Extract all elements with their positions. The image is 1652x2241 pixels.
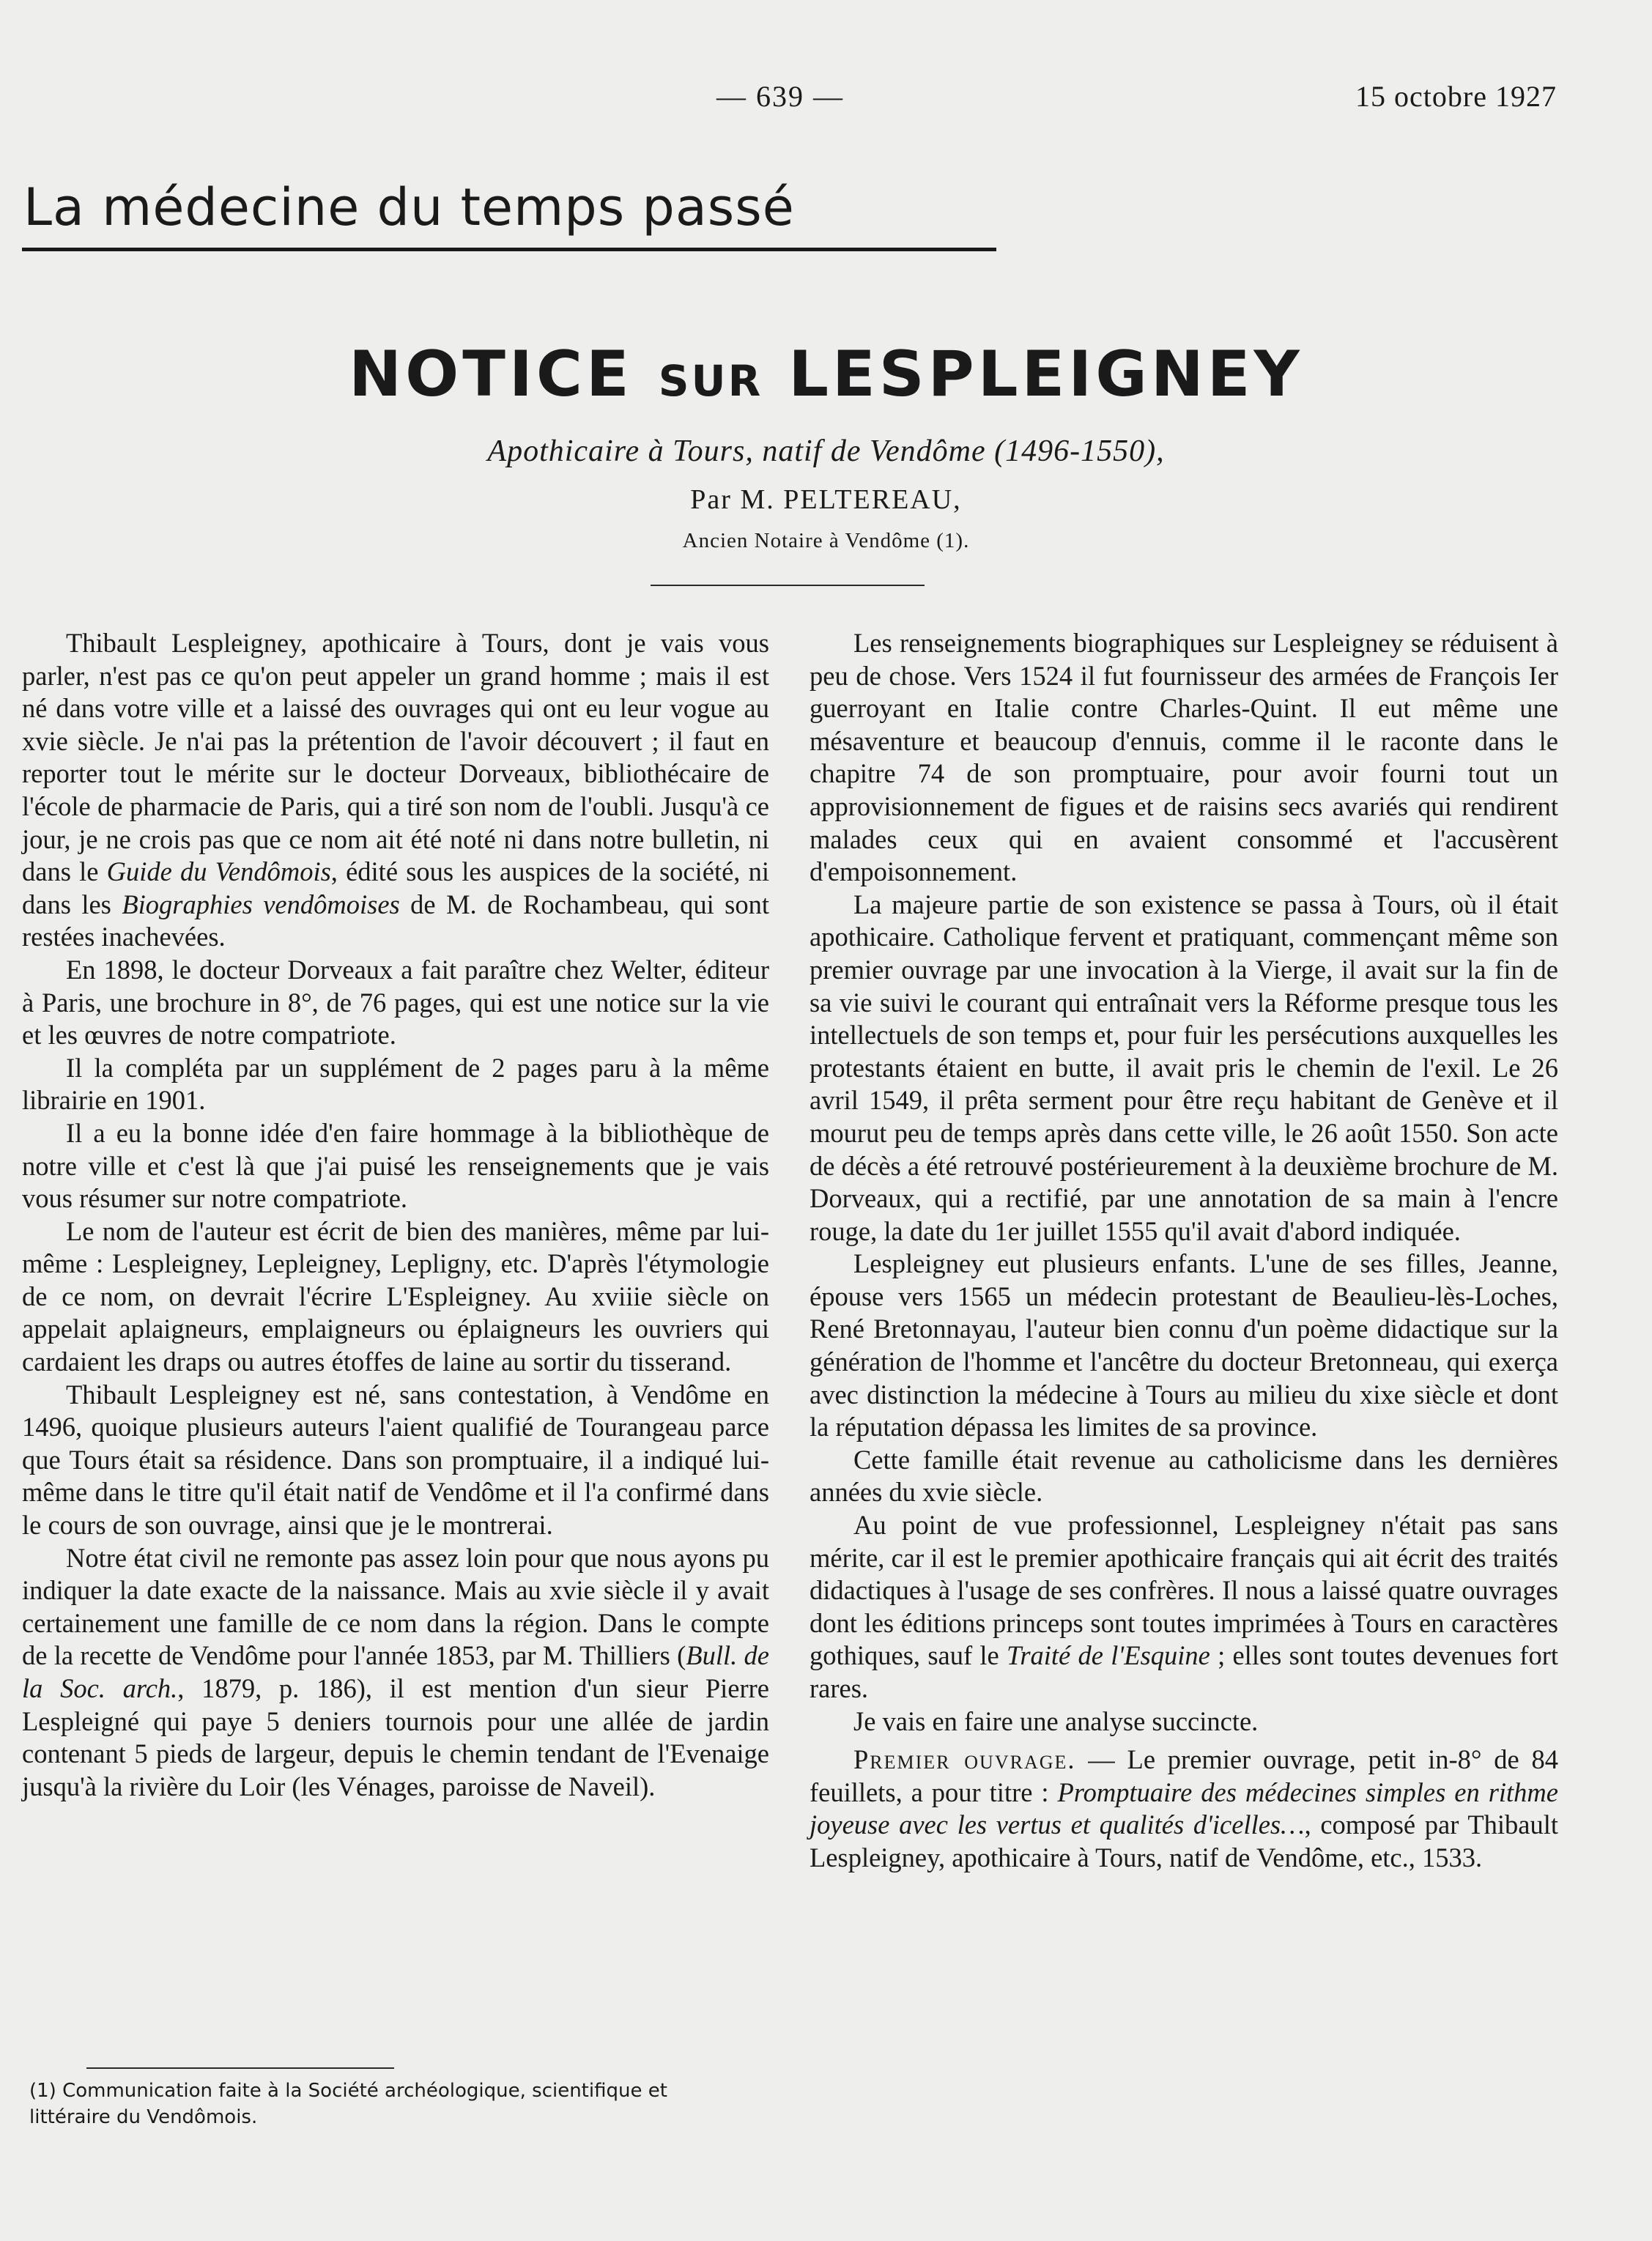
section-title: La médecine du temps passé bbox=[23, 177, 795, 237]
right-column bbox=[810, 627, 1558, 1875]
byline: Par M. PELTEREAU, bbox=[690, 484, 962, 515]
text-run: — Le premier ouvrage, petit in-8° de 84 feuillets, a pour titre : bbox=[810, 1744, 1558, 1807]
text-run: Au point de vue professionnel, Lespleigney n'était pas sans mérite, car il est le premier apothicaire français qui ait écrit des traités didactiques à l'usage de ses confrères. Il nous a laissé quatre ouvrages dont les éditions princeps sont toutes imprimées à Tours en caractères gothiques, sauf le bbox=[810, 1510, 1558, 1671]
text-run: Notre état civil ne remonte pas assez loin pour que nous ayons pu indiquer la date exacte de la naissance. Mais au xvie siècle il y avait certainement une famille de ce nom dans la région. Dans le compte de la recette de Vendôme pour l'année 1853, par M. Thilliers ( bbox=[22, 1542, 769, 1671]
right-paragraph-7 bbox=[810, 1744, 1558, 1874]
footnote-rule bbox=[86, 2067, 394, 2069]
right-paragraph-6: Je vais en faire une analyse succincte. bbox=[853, 1705, 1259, 1736]
text-run: ; elles sont toutes devenues fort rares. bbox=[810, 1640, 1558, 1703]
issue-date: 15 octobre 1927 bbox=[1355, 80, 1557, 113]
right-paragraph-3: Lespleigney eut plusieurs enfants. L'une de ses filles, Jeanne, épouse vers 1565 un médecin protestant de Beaulieu-lès-Loches, René Bretonnayau, l'auteur bien connu d'un poème didactique sur la génération de l'homme et l'ancêtre du docteur Bretonneau, qui exerça avec distinction la médecine à Tours au milieu du xixe siècle et dont la réputation dépassa les limites de sa province. bbox=[810, 1248, 1558, 1442]
text-run: de M. de Rochambeau, qui sont restées inachevées. bbox=[22, 889, 769, 952]
left-paragraph-5: Le nom de l'auteur est écrit de bien des manières, même par lui-même : Lespleigney, Lepleigney, Lepligny, etc. D'après l'étymologie de ce nom, on devrait l'écrire L'Espleigney. Au xviiie siècle on appelait aplaigneurs, emplaigneurs ou éplaigneurs les ouvriers qui cardaient les draps ou autres étoffes de laine au sortir du tisserand. bbox=[22, 1215, 769, 1377]
left-paragraph-1 bbox=[22, 627, 769, 954]
left-paragraph-3: Il la compléta par un supplément de 2 pages paru à la même librairie en 1901. bbox=[22, 1052, 769, 1116]
right-paragraph-4: Cette famille était revenue au catholicisme dans les dernières années du xvie siècle. bbox=[810, 1444, 1558, 1508]
running-head bbox=[0, 79, 1652, 123]
right-paragraph-2: La majeure partie de son existence se passa à Tours, où il était apothicaire. Catholique fervent et pratiquant, commençant même son premier ouvrage par une invocation à la Vierge, il avait sur la fin de sa vie suivi le courant qui entraînait vers la Réforme presque tous les intellectuels de son temps et, pour fuir les persécutions auxquelles les protestants étaient en butte, il avait pris le chemin de l'exil. Le 26 avril 1549, il prêta serment pour être reçu habitant de Genève et il mourut peu de temps après dans cette ville, le 26 août 1550. Son acte de décès a été retrouvé postérieurement à la deuxième brochure de M. Dorveaux, qui a rectifié, par une annotation de sa main à l'encre rouge, la date du 1er juillet 1555 qu'il avait d'abord indiquée. bbox=[810, 889, 1558, 1246]
title-part-notice: NOTICE bbox=[349, 338, 633, 411]
title-part-name: LESPLEIGNEY bbox=[788, 338, 1303, 411]
section-title-underline bbox=[22, 248, 996, 251]
footnote bbox=[29, 2078, 769, 2130]
italic-title: Biographies vendômoises bbox=[122, 889, 400, 919]
right-paragraph-1: Les renseignements biographiques sur Lespleigney se réduisent à peu de chose. Vers 1524 il fut fournisseur des armées de François Ier guerroyant en Italie contre Charles-Quint. Il eut même une mésaventure et beaucoup d'ennuis, comme il le raconte dans le chapitre 74 de son promptuaire, pour avoir fourni tout un approvisionnement de figues et de raisins secs avariés qui rendirent malades ceux qui en avaient consommé et l'accusèrent d'empoisonnement. bbox=[810, 628, 1558, 887]
left-paragraph-4: Il a eu la bonne idée d'en faire hommage à la bibliothèque de notre ville et c'est là que j'ai puisé les renseignements que je vais vous résumer sur notre compatriote. bbox=[22, 1117, 769, 1214]
text-run: Thibault Lespleigney, apothicaire à Tours, dont je vais vous parler, n'est pas ce qu'on peut appeler un grand homme ; mais il est né dans votre ville et a laissé des ouvrages qui ont eu leur vogue au xvie siècle. Je n'ai pas la prétention de l'avoir découvert ; il faut en reporter tout le mérite sur le docteur Dorveaux, bibliothécaire de l'école de pharmacie de Paris, qui a tiré son nom de l'oubli. Jusqu'à ce jour, je ne crois pas que ce nom ait été noté ni dans notre bulletin, ni dans le bbox=[22, 628, 769, 887]
italic-title: Promptuaire des médecines simples en rithme joyeuse avec les vertus et qualités d'icelles… bbox=[810, 1777, 1558, 1840]
footnote-line-2: littéraire du Vendômois. bbox=[29, 2106, 258, 2128]
title-separator-rule bbox=[651, 585, 925, 586]
text-run: , édité sous les auspices de la société, ni dans les bbox=[22, 856, 769, 919]
right-paragraph-5 bbox=[810, 1509, 1558, 1705]
small-caps-lead: Premier ouvrage. bbox=[853, 1744, 1076, 1775]
left-paragraph-6: Thibault Lespleigney est né, sans contestation, à Vendôme en 1496, quoique plusieurs auteurs l'aient qualifié de Tourangeau parce que Tours était sa résidence. Dans son promptuaire, il a indiqué lui-même dans le titre qu'il était natif de Vendôme et il l'a confirmé dans le cours de son ouvrage, ainsi que je le montrerai. bbox=[22, 1379, 769, 1541]
article-title bbox=[0, 338, 1652, 411]
title-part-sur: SUR bbox=[658, 356, 763, 406]
author-role: Ancien Notaire à Vendôme (1). bbox=[682, 529, 970, 552]
left-paragraph-7 bbox=[22, 1542, 769, 1804]
footnote-line-1: (1) Communication faite à la Société archéologique, scientifique et bbox=[29, 2080, 667, 2102]
italic-reference: Bull. de la Soc. arch. bbox=[22, 1640, 770, 1703]
text-run: , composé par Thibault Lespleigney, apothicaire à Tours, natif de Vendôme, etc., 1533. bbox=[810, 1810, 1558, 1873]
article-subtitle: Apothicaire à Tours, natif de Vendôme (1496-1550), bbox=[487, 434, 1165, 468]
text-run: , 1879, p. 186), il est mention d'un sieur Pierre Lespleigné qui paye 5 deniers tournois pour une allée de jardin contenant 5 pieds de largeur, depuis le chemin tendant de l'Evenaige jusqu'à la rivière du Loir (les Vénages, paroisse de Naveil). bbox=[22, 1673, 769, 1801]
left-column bbox=[22, 627, 769, 1803]
italic-title: Traité de l'Esquine bbox=[1007, 1640, 1210, 1671]
left-paragraph-2: En 1898, le docteur Dorveaux a fait paraître chez Welter, éditeur à Paris, une brochure in 8°, de 76 pages, qui est une notice sur la vie et les œuvres de notre compatriote. bbox=[22, 954, 769, 1051]
paragraph-gap bbox=[810, 1738, 1558, 1744]
page-number: — 639 — bbox=[716, 80, 844, 113]
italic-title: Guide du Vendômois bbox=[106, 856, 331, 887]
